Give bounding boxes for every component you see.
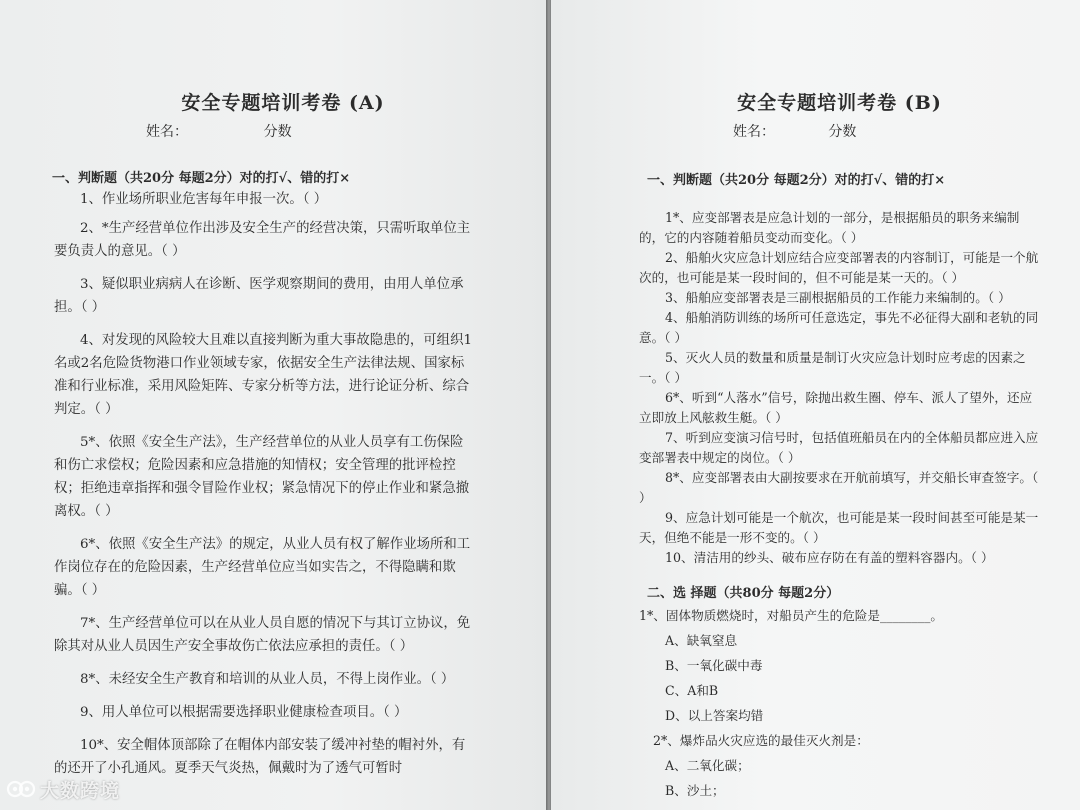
sheet-a-section-true-false: 一、判断题（共20分 每题2分）对的打√、错的打× — [52, 171, 351, 186]
sheet-b-question-1: 1*、应变部署表是应急计划的一部分，是根据船员的职务来编制的，它的内容随着船员变动而变化。（ ） — [639, 210, 1020, 245]
sheet-b-question-10: 10、清洁用的纱头、破布应存防在有盖的塑料容器内。（ ） — [665, 550, 994, 565]
sheet-b-question-5: 5、灭火人员的数量和质量是制订火灾应急计划时应考虑的因素之一。（ ） — [639, 350, 1026, 385]
mc-1-option-c: C、A和B — [665, 683, 719, 698]
sheet-b-question-6: 6*、听到“人落水”信号，除抛出救生圈、停车、派人了望外，还应立即放上风舷救生艇。（ ） — [639, 390, 1033, 425]
sheet-a-question-4: 4、对发现的风险较大且难以直接判断为重大事故隐患的，可组织1名或2名危险货物港口作业领域专家，依据安全生产法律法规、国家标准和行业标准，采用风险矩阵、专家分析等方法，进行论证分析、综合判定。（ ） — [54, 333, 472, 417]
sheet-b-mc-question-2: 2*、爆炸品火灾应选的最佳灭火剂是： — [653, 733, 869, 748]
mc-2-option-b: B、沙土； — [665, 783, 725, 798]
exam-sheet-b — [551, 0, 1080, 810]
sheet-a-question-7: 7*、生产经营单位可以在从业人员自愿的情况下与其订立协议，免除其对从业人员因生产安全事故伤亡依法应承担的责任。（ ） — [54, 616, 471, 654]
sheet-a-question-8: 8*、未经安全生产教育和培训的从业人员，不得上岗作业。（ ） — [80, 672, 455, 687]
sheet-a-question-5: 5*、依照《安全生产法》，生产经营单位的从业人员享有工伤保险和伤亡求偿权；危险因素和应急措施的知情权；安全管理的批评检控权；拒绝违章指挥和强令冒险作业权；紧急情况下的停止作业和紧急撤离权。（ ） — [54, 435, 470, 519]
mc-2-option-a: A、二氧化碳； — [665, 758, 750, 773]
sheet-a-question-1: 1、作业场所职业危害每年申报一次。（ ） — [80, 192, 328, 207]
sheet-b-section-true-false: 一、判断题（共20分 每题2分）对的打√、错的打× — [647, 173, 946, 188]
sheet-a-question-10: 10*、安全帽体顶部除了在帽体内部安装了缓冲衬垫的帽衬外，有的还开了小孔通风。夏季天气炎热，佩戴时为了透气可暂时 — [54, 738, 466, 776]
sheet-b-question-3: 3、船舶应变部署表是三副根据船员的工作能力来编制的。（ ） — [665, 290, 1011, 305]
sheet-a-question-6: 6*、依照《安全生产法》的规定，从业人员有权了解作业场所和工作岗位存在的危险因素，生产经营单位应当如实告之，不得隐瞒和欺骗。（ ） — [54, 537, 471, 598]
sheet-b-title: 安全专题培训考卷 (B) — [737, 92, 942, 114]
sheet-a-name-score-line: 姓名： 分数 — [146, 124, 292, 140]
sheet-a-question-9: 9、用人单位可以根据需要选择职业健康检查项目。（ ） — [80, 705, 408, 720]
sheet-b-question-9: 9、应急计划可能是一个航次，也可能是某一段时间甚至可能是某一天，但绝不能是一形不变的。（ ） — [639, 510, 1039, 545]
owl-logo-icon — [6, 777, 36, 801]
sheet-b-question-8: 8*、应变部署表由大副按要求在开航前填写，并交船长审查签字。（ ） — [639, 470, 1039, 505]
mc-1-option-a: A、缺氧窒息 — [665, 633, 738, 648]
sheet-b-question-2: 2、船舶火灾应急计划应结合应变部署表的内容制订，可能是一个航次的，也可能是某一段时间的，但不可能是某一天的。（ ） — [639, 250, 1039, 285]
sheet-a-question-2: 2、*生产经营单位作出涉及安全生产的经营决策，只需听取单位主要负责人的意见。（ ） — [54, 221, 471, 259]
sheet-a-question-3: 3、疑似职业病病人在诊断、医学观察期间的费用，由用人单位承担。（ ） — [54, 277, 464, 315]
sheet-b-question-7: 7、听到应变演习信号时，包括值班船员在内的全体船员都应进入应变部署表中规定的岗位。（ ） — [639, 430, 1039, 465]
sheet-a-title: 安全专题培训考卷 (A) — [181, 92, 385, 114]
watermark-text: 大数跨境 — [40, 779, 121, 802]
watermark — [6, 776, 120, 802]
mc-1-option-b: B、一氧化碳中毒 — [665, 658, 763, 673]
sheet-b-question-4: 4、船舶消防训练的场所可任意选定，事先不必征得大副和老轨的同意。（ ） — [639, 310, 1039, 345]
sheet-b-mc-question-1: 1*、固体物质燃烧时，对船员产生的危险是________。 — [639, 608, 943, 623]
sheet-b-section-multiple-choice: 二、选 择题（共80分 每题2分） — [647, 586, 840, 601]
mc-1-option-d: D、以上答案均错 — [665, 708, 764, 723]
sheet-b-name-score-line: 姓名： 分数 — [733, 124, 857, 140]
